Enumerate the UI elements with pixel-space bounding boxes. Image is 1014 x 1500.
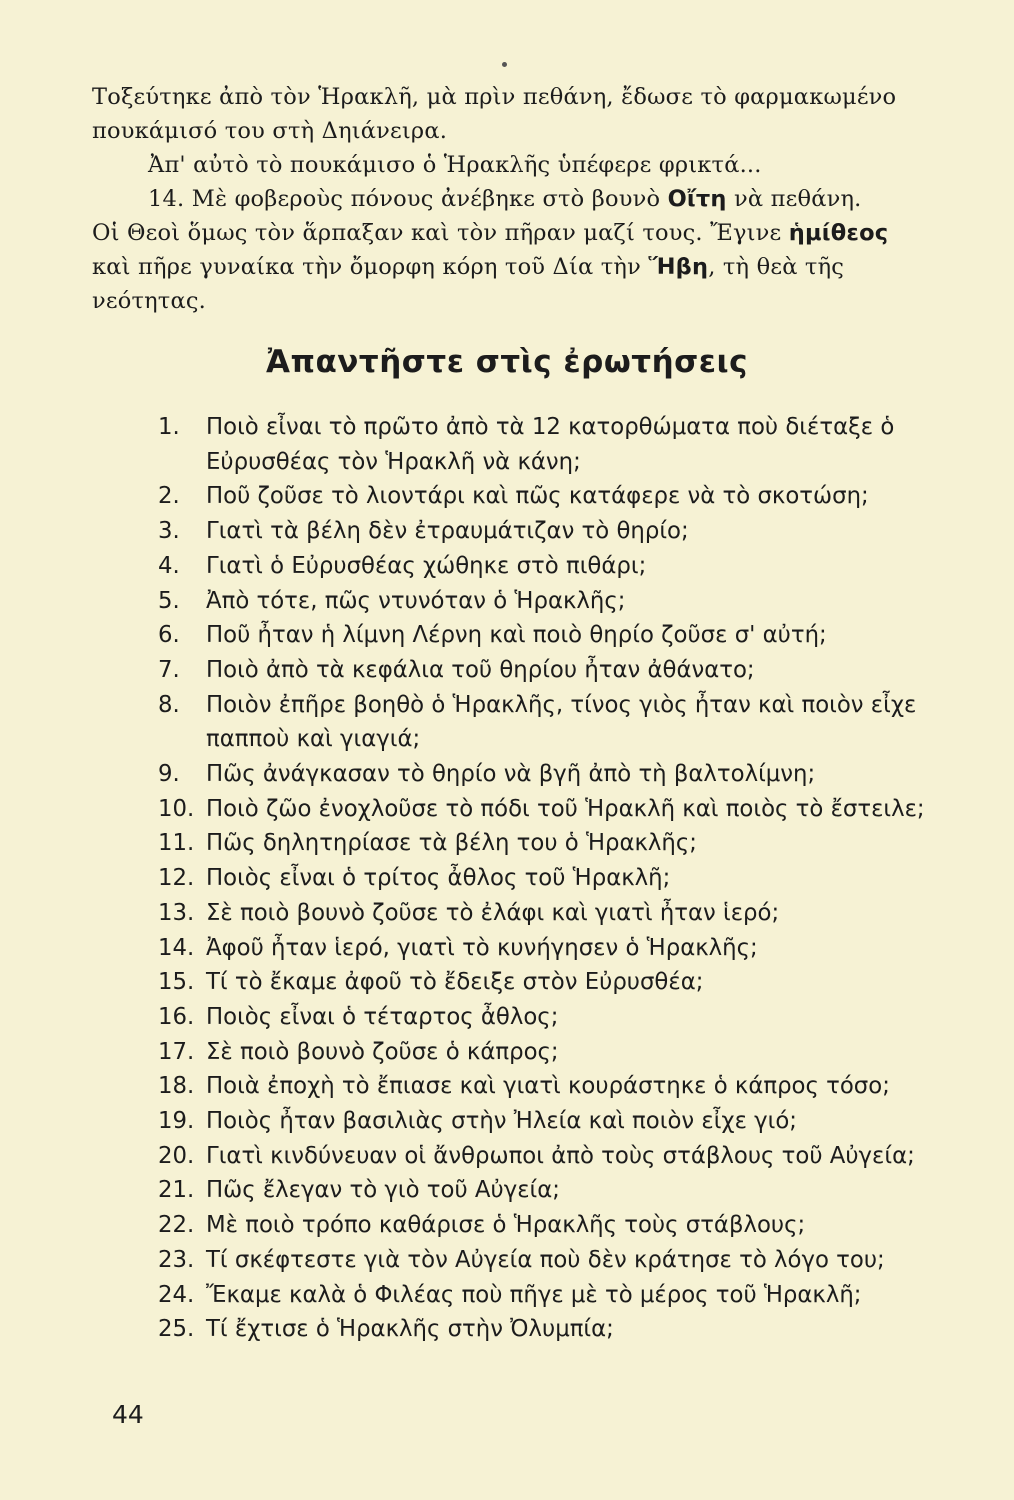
question-item — [158, 861, 958, 896]
question-text: Πῶς δηλητηρίασε τὰ βέλη του ὁ Ἡρακλῆς; — [206, 830, 697, 857]
question-number: 21. — [158, 1177, 195, 1204]
intro-line: νεότητας. — [92, 288, 207, 314]
question-item — [158, 1000, 958, 1035]
question-number: 24. — [158, 1281, 195, 1308]
question-text: Ποιὸς ἦταν βασιλιὰς στὴν Ἠλεία καὶ ποιὸν εἶχε γιό; — [206, 1108, 797, 1135]
question-number: 10. — [158, 795, 195, 822]
question-text: Ποιὸ εἶναι τὸ πρῶτο ἀπὸ τὰ 12 κατορθώματα ποὺ διέταξε ὁ Εὐρυσθέας τὸν Ἡρακλῆ νὰ κάνη; — [206, 414, 895, 475]
keyword-oiti: Οἴτη — [667, 186, 727, 212]
question-item — [158, 1069, 958, 1104]
question-item — [158, 1208, 958, 1243]
question-item — [158, 1035, 958, 1070]
question-item — [158, 514, 958, 549]
question-item — [158, 826, 958, 861]
keyword-imitheos: ἡμίθεος — [788, 220, 889, 246]
question-number: 5. — [158, 587, 180, 614]
question-text: Τί ἔχτισε ὁ Ἡρακλῆς στὴν Ὀλυμπία; — [206, 1316, 614, 1343]
question-item — [158, 688, 958, 757]
question-item — [158, 1104, 958, 1139]
question-number: 8. — [158, 691, 180, 718]
question-item — [158, 1312, 958, 1347]
question-item — [158, 931, 958, 966]
intro-line: καὶ πῆρε γυναίκα τὴν ὄμορφη κόρη τοῦ Δία τὴν Ἥβη, τὴ θεὰ τῆς — [92, 254, 845, 280]
question-number: 23. — [158, 1246, 195, 1273]
intro-line: Οἱ Θεοὶ ὅμως τὸν ἅρπαξαν καὶ τὸν πῆραν μαζί τους. Ἔγινε ἡμίθεος — [92, 220, 889, 246]
keyword-ivi: Ἥβη — [648, 254, 709, 280]
question-item — [158, 792, 958, 827]
question-text: Ποῦ ἦταν ἡ λίμνη Λέρνη καὶ ποιὸ θηρίο ζοῦσε σ' αὐτή; — [206, 622, 827, 649]
question-number: 22. — [158, 1212, 195, 1239]
question-text: Ποῦ ζοῦσε τὸ λιοντάρι καὶ πῶς κατάφερε νὰ τὸ σκοτώση; — [206, 483, 869, 510]
question-item — [158, 584, 958, 619]
intro-line: 14. Μὲ φοβεροὺς πόνους ἀνέβηκε στὸ βουνὸ Οἴτη νὰ πεθάνη. — [148, 186, 862, 212]
intro-text — [92, 80, 922, 318]
print-mark — [502, 62, 507, 67]
question-item — [158, 479, 958, 514]
question-number: 3. — [158, 518, 180, 545]
question-text: Τί τὸ ἔκαμε ἀφοῦ τὸ ἔδειξε στὸν Εὐρυσθέα; — [206, 969, 704, 996]
question-item — [158, 1278, 958, 1313]
question-number: 7. — [158, 656, 180, 683]
section-heading: Ἀπαντῆστε στὶς ἐρωτήσεις — [265, 344, 749, 380]
question-item — [158, 653, 958, 688]
question-number: 16. — [158, 1003, 195, 1030]
question-number: 9. — [158, 761, 180, 788]
question-number: 1. — [158, 414, 180, 440]
question-text: Ἀπὸ τότε, πῶς ντυνόταν ὁ Ἡρακλῆς; — [206, 587, 626, 614]
question-number: 17. — [158, 1038, 195, 1065]
question-number: 4. — [158, 552, 180, 579]
question-number: 14. — [158, 934, 195, 961]
question-text: Ποιὸ ζῶο ἐνοχλοῦσε τὸ πόδι τοῦ Ἡρακλῆ καὶ ποιὸς τὸ ἔστειλε; — [206, 795, 925, 822]
question-number: 6. — [158, 622, 180, 649]
question-text: Ποιὸ ἀπὸ τὰ κεφάλια τοῦ θηρίου ἦταν ἀθάνατο; — [206, 656, 755, 683]
question-text: Πῶς ἀνάγκασαν τὸ θηρίο νὰ βγῆ ἀπὸ τὴ βαλτολίμνη; — [206, 761, 816, 788]
question-item — [158, 1173, 958, 1208]
question-number: 12. — [158, 865, 195, 892]
question-text: Τί σκέφτεστε γιὰ τὸν Αὐγεία ποὺ δὲν κράτησε τὸ λόγο του; — [206, 1246, 885, 1273]
question-number: 19. — [158, 1108, 195, 1135]
question-text: Μὲ ποιὸ τρόπο καθάρισε ὁ Ἡρακλῆς τοὺς στάβλους; — [206, 1212, 806, 1239]
question-text: Ἔκαμε καλὰ ὁ Φιλέας ποὺ πῆγε μὲ τὸ μέρος τοῦ Ἡρακλῆ; — [206, 1281, 862, 1308]
question-number: 2. — [158, 483, 180, 510]
question-text: Πῶς ἔλεγαν τὸ γιὸ τοῦ Αὐγεία; — [206, 1177, 560, 1204]
question-text: Γιατὶ τὰ βέλη δὲν ἐτραυμάτιζαν τὸ θηρίο; — [206, 518, 689, 545]
question-number: 20. — [158, 1142, 195, 1169]
question-number: 13. — [158, 899, 195, 926]
question-text: Ποιὰ ἐποχὴ τὸ ἔπιασε καὶ γιατὶ κουράστηκε ὁ κάπρος τόσο; — [206, 1073, 890, 1100]
question-item — [158, 1243, 958, 1278]
page-number: 44 — [112, 1400, 144, 1429]
question-text: Σὲ ποιὸ βουνὸ ζοῦσε τὸ ἐλάφι καὶ γιατὶ ἦταν ἱερό; — [206, 899, 780, 926]
question-text: Ποιὸς εἶναι ὁ τρίτος ἆθλος τοῦ Ἡρακλῆ; — [206, 865, 671, 892]
question-text: Γιατὶ ὁ Εὐρυσθέας χώθηκε στὸ πιθάρι; — [206, 552, 647, 579]
question-text: Ἀφοῦ ἦταν ἱερό, γιατὶ τὸ κυνήγησεν ὁ Ἡρακλῆς; — [206, 934, 758, 961]
question-number: 25. — [158, 1316, 195, 1343]
intro-line: Ἀπ' αὐτὸ τὸ πουκάμισο ὁ Ἡρακλῆς ὑπέφερε φρικτά... — [148, 152, 762, 178]
question-number: 15. — [158, 969, 195, 996]
intro-line: Τοξεύτηκε ἀπὸ τὸν Ἡρακλῆ, μὰ πρὶν πεθάνη, ἔδωσε τὸ φαρμακωμένο — [92, 84, 897, 110]
question-item — [158, 896, 958, 931]
intro-line: πουκάμισό του στὴ Δηιάνειρα. — [92, 118, 448, 144]
question-text: Ποιὸν ἐπῆρε βοηθὸ ὁ Ἡρακλῆς, τίνος γιὸς ἦταν καὶ ποιὸν εἶχε παπποὺ καὶ γιαγιά; — [206, 691, 917, 753]
question-number: 18. — [158, 1073, 195, 1100]
questions-list — [158, 410, 958, 1347]
question-item — [158, 965, 958, 1000]
question-text: Σὲ ποιὸ βουνὸ ζοῦσε ὁ κάπρος; — [206, 1038, 559, 1065]
question-item — [158, 618, 958, 653]
question-item — [158, 410, 958, 479]
question-text: Ποιὸς εἶναι ὁ τέταρτος ἆθλος; — [206, 1003, 559, 1030]
question-item — [158, 1139, 958, 1174]
question-number: 11. — [158, 830, 195, 857]
question-text: Γιατὶ κινδύνευαν οἱ ἄνθρωποι ἀπὸ τοὺς στάβλους τοῦ Αὐγεία; — [206, 1142, 915, 1169]
question-item — [158, 549, 958, 584]
question-item — [158, 757, 958, 792]
